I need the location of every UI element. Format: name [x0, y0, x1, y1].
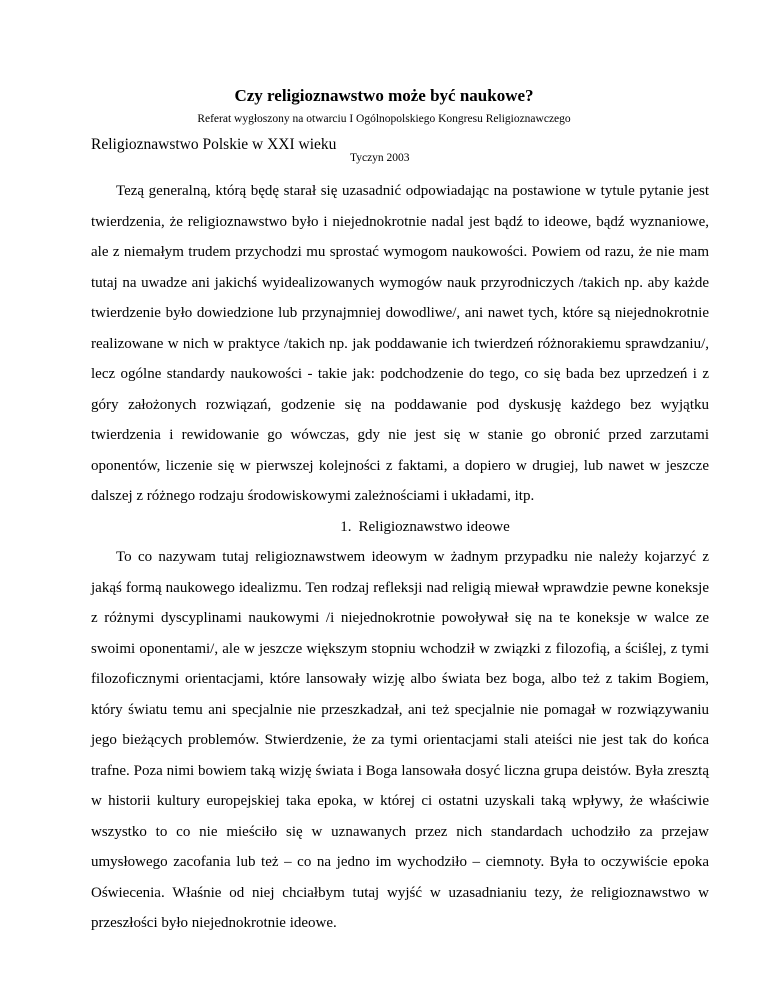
document-title: Czy religioznawstwo może być naukowe? — [234, 86, 534, 105]
paragraph-section-1: To co nazywam tutaj religioznawstwem ideowym w żadnym przypadku nie należy kojarzyć z jakąś formą naukowego idealizmu. Ten rodzaj refleksji nad religią miewał wprawdzie pewne koneksje z różnymi dyscyplinami naukowymi /i niejednokrotnie powoływał się na te koneksje w walce ze swoimi oponentami/, ale w jeszcze większym stopniu wchodził w związki z filozofią, a ściślej, z tymi filozoficznymi orientacjami, które lansowały wizję albo świata bez boga, albo też z takim Bogiem, który światu temu ani specjalnie nie przeszkadzał, ani też specjalnie nie pomagał w rozwiązywaniu jego bieżących problemów. Stwierdzenie, że za tymi orientacjami stali ateiści nie jest tak do końca trafne. Poza nimi bowiem taką wizję świata i Boga lansowała dosyć liczna grupa deistów. Była zresztą w historii kultury europejskiej taka epoka, w której ci ostatni uzyskali taką wpływy, że właściwie wszystko to co nie mieściło się w uznawanych przez nich standardach uchodziło za przejaw umysłowego zacofania lub też – co na jedno im wychodziło – ciemnoty. Była to oczywiście epoka Oświecenia. Właśnie od niej chciałbym tutaj wyjść w uzasadnianiu tezy, że religioznawstwo w przeszłości było niejednokrotnie ideowe. — [91, 549, 709, 931]
section-number: 1. — [340, 518, 352, 535]
place-date: Tyczyn 2003 — [350, 152, 410, 164]
document-subtitle: Referat wygłoszony na otwarciu I Ogólnopolskiego Kongresu Religioznawczego — [197, 113, 571, 125]
paragraph-intro: Tezą generalną, którą będę starał się uzasadnić odpowiadając na postawione w tytule pytanie jest twierdzenia, że religioznawstwo było i niejednokrotnie nadal jest bądź to ideowe, bądź wyznaniowe, ale z niemałym trudem przychodzi mu sprostać wymogom naukowości. Powiem od razu, że nie mam tutaj na uwadze ani jakichś wyidealizowanych wymogów nauk przyrodniczych /takich np. aby każde twierdzenie było dowiedzione lub przynajmniej dowodliwe/, ani nawet tych, które są niejednokrotnie realizowane w nich w praktyce /takich np. jak poddawanie ich twierdzeń różnorakiemu sprawdzaniu/, lecz ogólne standardy naukowości - takie jak: podchodzenie do tego, co się bada bez uprzedzeń i z góry założonych rozwiązań, godzenie się na poddawanie pod dyskusję każdego bez wyjątku twierdzenia i rewidowanie go wówczas, gdy nie jest się w stanie go obronić przed zarzutami oponentów, liczenie się w pierwszej kolejności z faktami, a dopiero w drugiej, lub nawet w jeszcze dalszej z różnego rodzaju środowiskowymi zależnościami i układami, itp. — [91, 183, 709, 504]
congress-name: Religioznawstwo Polskie w XXI wieku — [91, 136, 337, 153]
document-body — [91, 176, 709, 939]
section-heading — [91, 512, 709, 543]
section-title: Religioznawstwo ideowe — [358, 518, 510, 535]
